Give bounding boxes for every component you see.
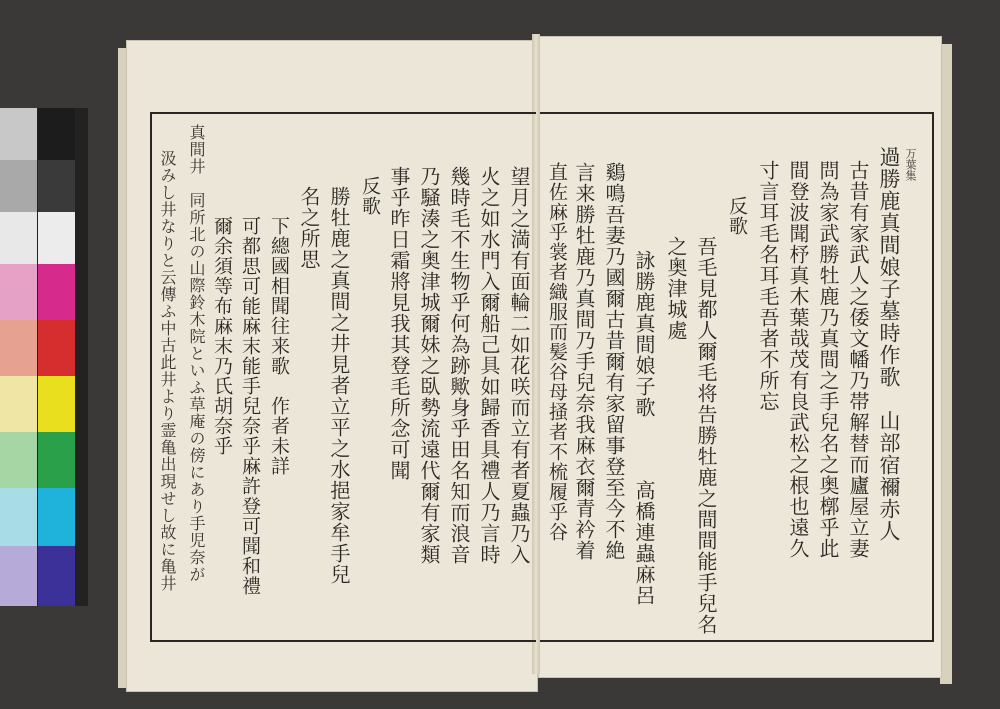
swatch-cyan [38,488,75,546]
swatch-gray-2 [38,108,75,160]
swatch-gray-4 [38,160,75,212]
right-col-5: 寸言耳毛名耳毛吾者不所忘 [756,160,780,412]
swatch-gray-5 [0,212,37,264]
swatch-light-yellow [0,376,37,432]
swatch-indigo [38,546,75,606]
left-col-10: 可都思可能麻末能手兒奈乎麻許登可聞和禮 [239,216,261,596]
swatch-lavender [0,546,37,606]
left-col-1: 望月之満有面輪二如花咲而立有者夏蟲乃入 [507,166,531,565]
swatch-light-green [0,432,37,488]
left-col-9: 下總國相聞往来歌 作者未詳 [268,216,290,476]
left-col-3: 幾時毛不生物乎何為跡歟身乎田名知而浪音 [447,166,471,565]
right-col-9: 詠勝鹿真間娘子歌 [632,250,656,418]
left-col-2: 火之如水門入爾船己具如歸香具禮人乃言時 [477,166,501,565]
right-col-12: 直佐麻乎裳者織服而髪谷母掻者不梳履乎谷 [546,162,568,542]
left-col-5: 事乎昨日霜將見我其登毛所念可聞 [387,166,411,481]
right-col-1: 過勝鹿真間娘子墓時作歌 山部宿禰赤人 [877,146,901,542]
swatch-pink [0,264,37,320]
swatch-red [38,320,75,376]
right-col-4: 間登波聞杼真木葉哉茂有良武松之根也遠久 [786,160,810,559]
left-col-7: 勝牡鹿之真間之井見者立平之水挹家牟手兒 [327,186,351,585]
swatch-yellow [38,376,75,432]
right-col-11: 言来勝牡鹿乃真間乃手兒奈我麻衣爾青衿着 [572,162,596,561]
right-col-10: 鷄鳴吾妻乃國爾古昔爾有家留事登至今不絶 [602,162,626,561]
left-col-11: 爾余須等布麻末乃氏胡奈乎 [211,216,233,456]
left-col-12: 真間井 同所北の山際鈴木院といふ草庵の傍にあり手児奈が [187,124,206,583]
swatch-light-cyan [0,488,37,546]
swatch-gray-1 [0,108,37,160]
running-header: 万葉集 [904,148,917,181]
swatch-gray-6 [38,212,75,264]
swatch-salmon [0,320,37,376]
left-col-6: 反歌 [359,176,381,216]
swatch-green [38,432,75,488]
right-col-6: 反歌 [726,196,748,236]
right-author: 高橋連蟲麻呂 [632,480,656,606]
swatch-gray-3 [0,160,37,212]
right-col-7: 吾毛見都人爾毛将告勝牡鹿之間間能手兒名 [694,236,718,635]
right-col-8: 之奥津城處 [664,236,688,341]
right-col-3: 問為家武勝牡鹿乃真間之手兒名之奥槨乎此 [816,160,840,559]
color-calibration-bar [0,108,88,606]
left-col-8: 名之所思 [297,186,321,270]
right-col-2: 古昔有家武人之倭文幡乃帯解替而廬屋立妻 [846,160,870,559]
left-col-4: 乃騒湊之奥津城爾妹之臥勢流遠代爾有家類 [417,166,441,565]
swatch-magenta [38,264,75,320]
left-col-13: 汲みし井なりと云傳ふ中古此井より霊亀出現せし故に亀井 [158,150,177,592]
